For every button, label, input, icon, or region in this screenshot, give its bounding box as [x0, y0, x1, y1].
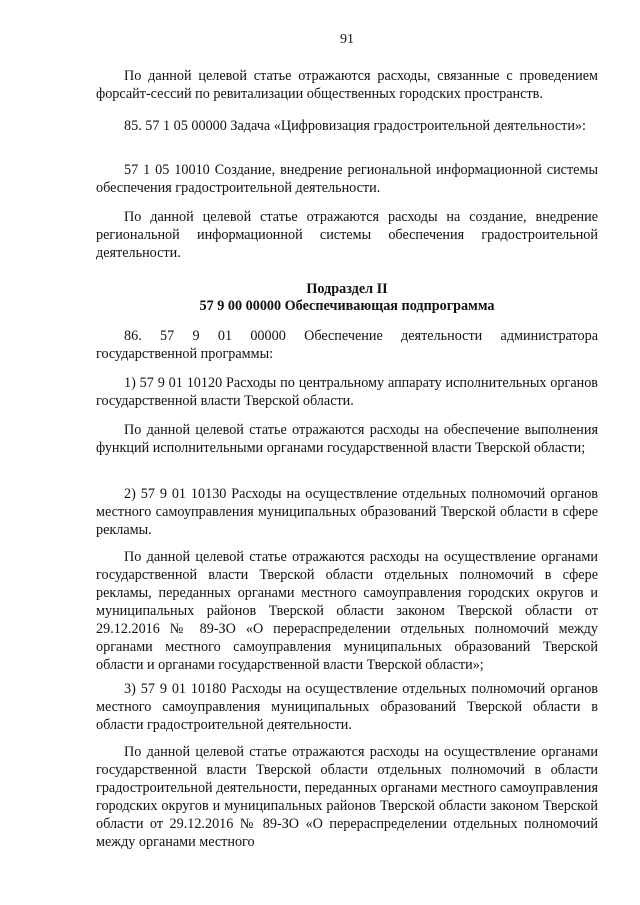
- paragraph: 85. 57 1 05 00000 Задача «Цифровизация градостроительной деятельности»:: [124, 118, 586, 134]
- paragraph: 3) 57 9 01 10180 Расходы на осуществление отдельных полномочий органов местного самоуправления муниципальных образований Тверской области в области градостроительной деятельности.: [96, 681, 598, 733]
- paragraph: По данной целевой статье отражаются расходы на осуществление органами государственной власти Тверской области отдельных полномочий в области градостроительной деятельности, переданных органами местного самоуправления городских округов и муниципальных районов Тверской области законом Тверской области от 29.12.2016 № 89-ЗО «О перераспределении отдельных полномочий между органами местного: [96, 744, 598, 850]
- paragraph: По данной целевой статье отражаются расходы на создание, внедрение региональной информационной системы обеспечения градостроительной деятельности.: [96, 209, 598, 261]
- paragraph: 2) 57 9 01 10130 Расходы на осуществление отдельных полномочий органов местного самоуправления муниципальных образований Тверской области в сфере рекламы.: [96, 486, 598, 538]
- subsection-subtitle: 57 9 00 00000 Обеспечивающая подпрограмма: [199, 298, 495, 314]
- subsection-title: Подраздел II: [306, 281, 388, 297]
- paragraph: 86. 57 9 01 00000 Обеспечение деятельности администратора государственной программы:: [96, 328, 598, 362]
- paragraph: 1) 57 9 01 10120 Расходы по центральному аппарату исполнительных органов государственной власти Тверской области.: [96, 375, 598, 409]
- paragraph: 57 1 05 10010 Создание, внедрение региональной информационной системы обеспечения градостроительной деятельности.: [96, 162, 598, 196]
- paragraph: По данной целевой статье отражаются расходы, связанные с проведением форсайт-сессий по ревитализации общественных городских пространств.: [96, 68, 598, 102]
- page-number: 91: [340, 32, 354, 47]
- paragraph: По данной целевой статье отражаются расходы на обеспечение выполнения функций исполнительными органами государственной власти Тверской области;: [96, 422, 598, 456]
- paragraph: По данной целевой статье отражаются расходы на осуществление органами государственной власти Тверской области отдельных полномочий в сфере рекламы, переданных органами местного самоуправления городских округов и муниципальных районов Тверской области законом Тверской области от 29.12.2016 № 89-ЗО «О перераспределении отдельных полномочий между органами местного самоуправления муниципальных образований Тверской области и органами государственной власти Тверской области»;: [96, 549, 598, 673]
